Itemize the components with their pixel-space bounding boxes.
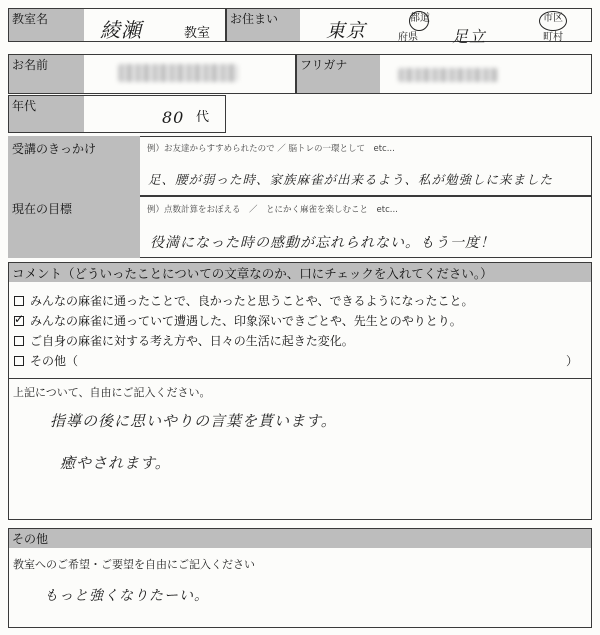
option-2-text: みんなの麻雀に通っていて遭遇した、印象深いできごとや、先生とのやりとり。 <box>30 314 462 328</box>
classroom-name: 綾瀬 <box>100 18 142 42</box>
comment-option-2[interactable] <box>14 312 462 329</box>
pref-unit-top: 都道 <box>410 13 430 24</box>
trigger-answer: 足、腰が弱った時、家族麻雀が出来るよう、私が勉強しに来ました <box>148 172 554 187</box>
other-section <box>8 528 592 628</box>
trigger-label: 受講のきっかけ <box>8 136 140 196</box>
age-label: 年代 <box>8 95 84 133</box>
comment-option-1[interactable] <box>14 292 474 309</box>
goal-hint: 例）点数計算をおぼえる ／ とにかく麻雀を楽しむこと etc... <box>147 205 398 215</box>
city-unit-bottom: 町村 <box>543 32 563 43</box>
age-suffix: 代 <box>196 110 210 125</box>
age-value: 80 <box>162 108 185 127</box>
goal-answer: 役満になった時の感動が忘れられない。もう一度！ <box>150 235 495 251</box>
other-close-paren: ） <box>566 354 579 368</box>
classroom-suffix: 教室 <box>184 26 211 41</box>
free-answer-line-2: 癒やされます。 <box>60 454 171 472</box>
trigger-hint: 例）お友達からすすめられたので ／ 脳トレの一環として etc... <box>147 144 395 154</box>
name-redacted <box>118 64 238 82</box>
other-label: その他 <box>8 528 592 548</box>
checkbox-2[interactable] <box>14 316 24 326</box>
goal-label: 現在の目標 <box>8 196 140 258</box>
furigana-label: フリガナ <box>296 54 380 94</box>
free-label: 上記について、自由にご記入ください。 <box>13 386 211 399</box>
comment-divider <box>8 378 592 379</box>
name-label: お名前 <box>8 54 84 94</box>
comment-label: コメント（どういったことについての文章なのか、口にチェックを入れてください。） <box>8 262 592 282</box>
pref-unit-bottom: 府県 <box>398 32 418 43</box>
age-cell <box>8 95 226 133</box>
address-city: 足立 <box>452 27 487 46</box>
city-unit-top: 市区 <box>543 13 563 24</box>
option-3-text: ご自身の麻雀に対する考え方や、日々の生活に起きた変化。 <box>30 334 354 348</box>
address-prefecture: 東京 <box>326 20 367 42</box>
classroom-label: 教室名 <box>8 8 84 42</box>
checkbox-1[interactable] <box>14 296 24 306</box>
option-4-text: その他（ <box>30 354 79 368</box>
checkbox-4[interactable] <box>14 356 24 366</box>
other-hint: 教室へのご希望・ご要望を自由にご記入ください <box>13 558 255 571</box>
checkbox-3[interactable] <box>14 336 24 346</box>
comment-option-4[interactable] <box>14 352 78 369</box>
option-1-text: みんなの麻雀に通ったことで、良かったと思うことや、できるようになったこと。 <box>30 294 474 308</box>
comment-option-3[interactable] <box>14 332 354 349</box>
address-label: お住まい <box>226 8 300 42</box>
furigana-redacted <box>398 68 498 82</box>
other-answer: もっと強くなりたーい。 <box>44 588 209 604</box>
free-answer-line-1: 指導の後に思いやりの言葉を貰います。 <box>50 412 337 430</box>
